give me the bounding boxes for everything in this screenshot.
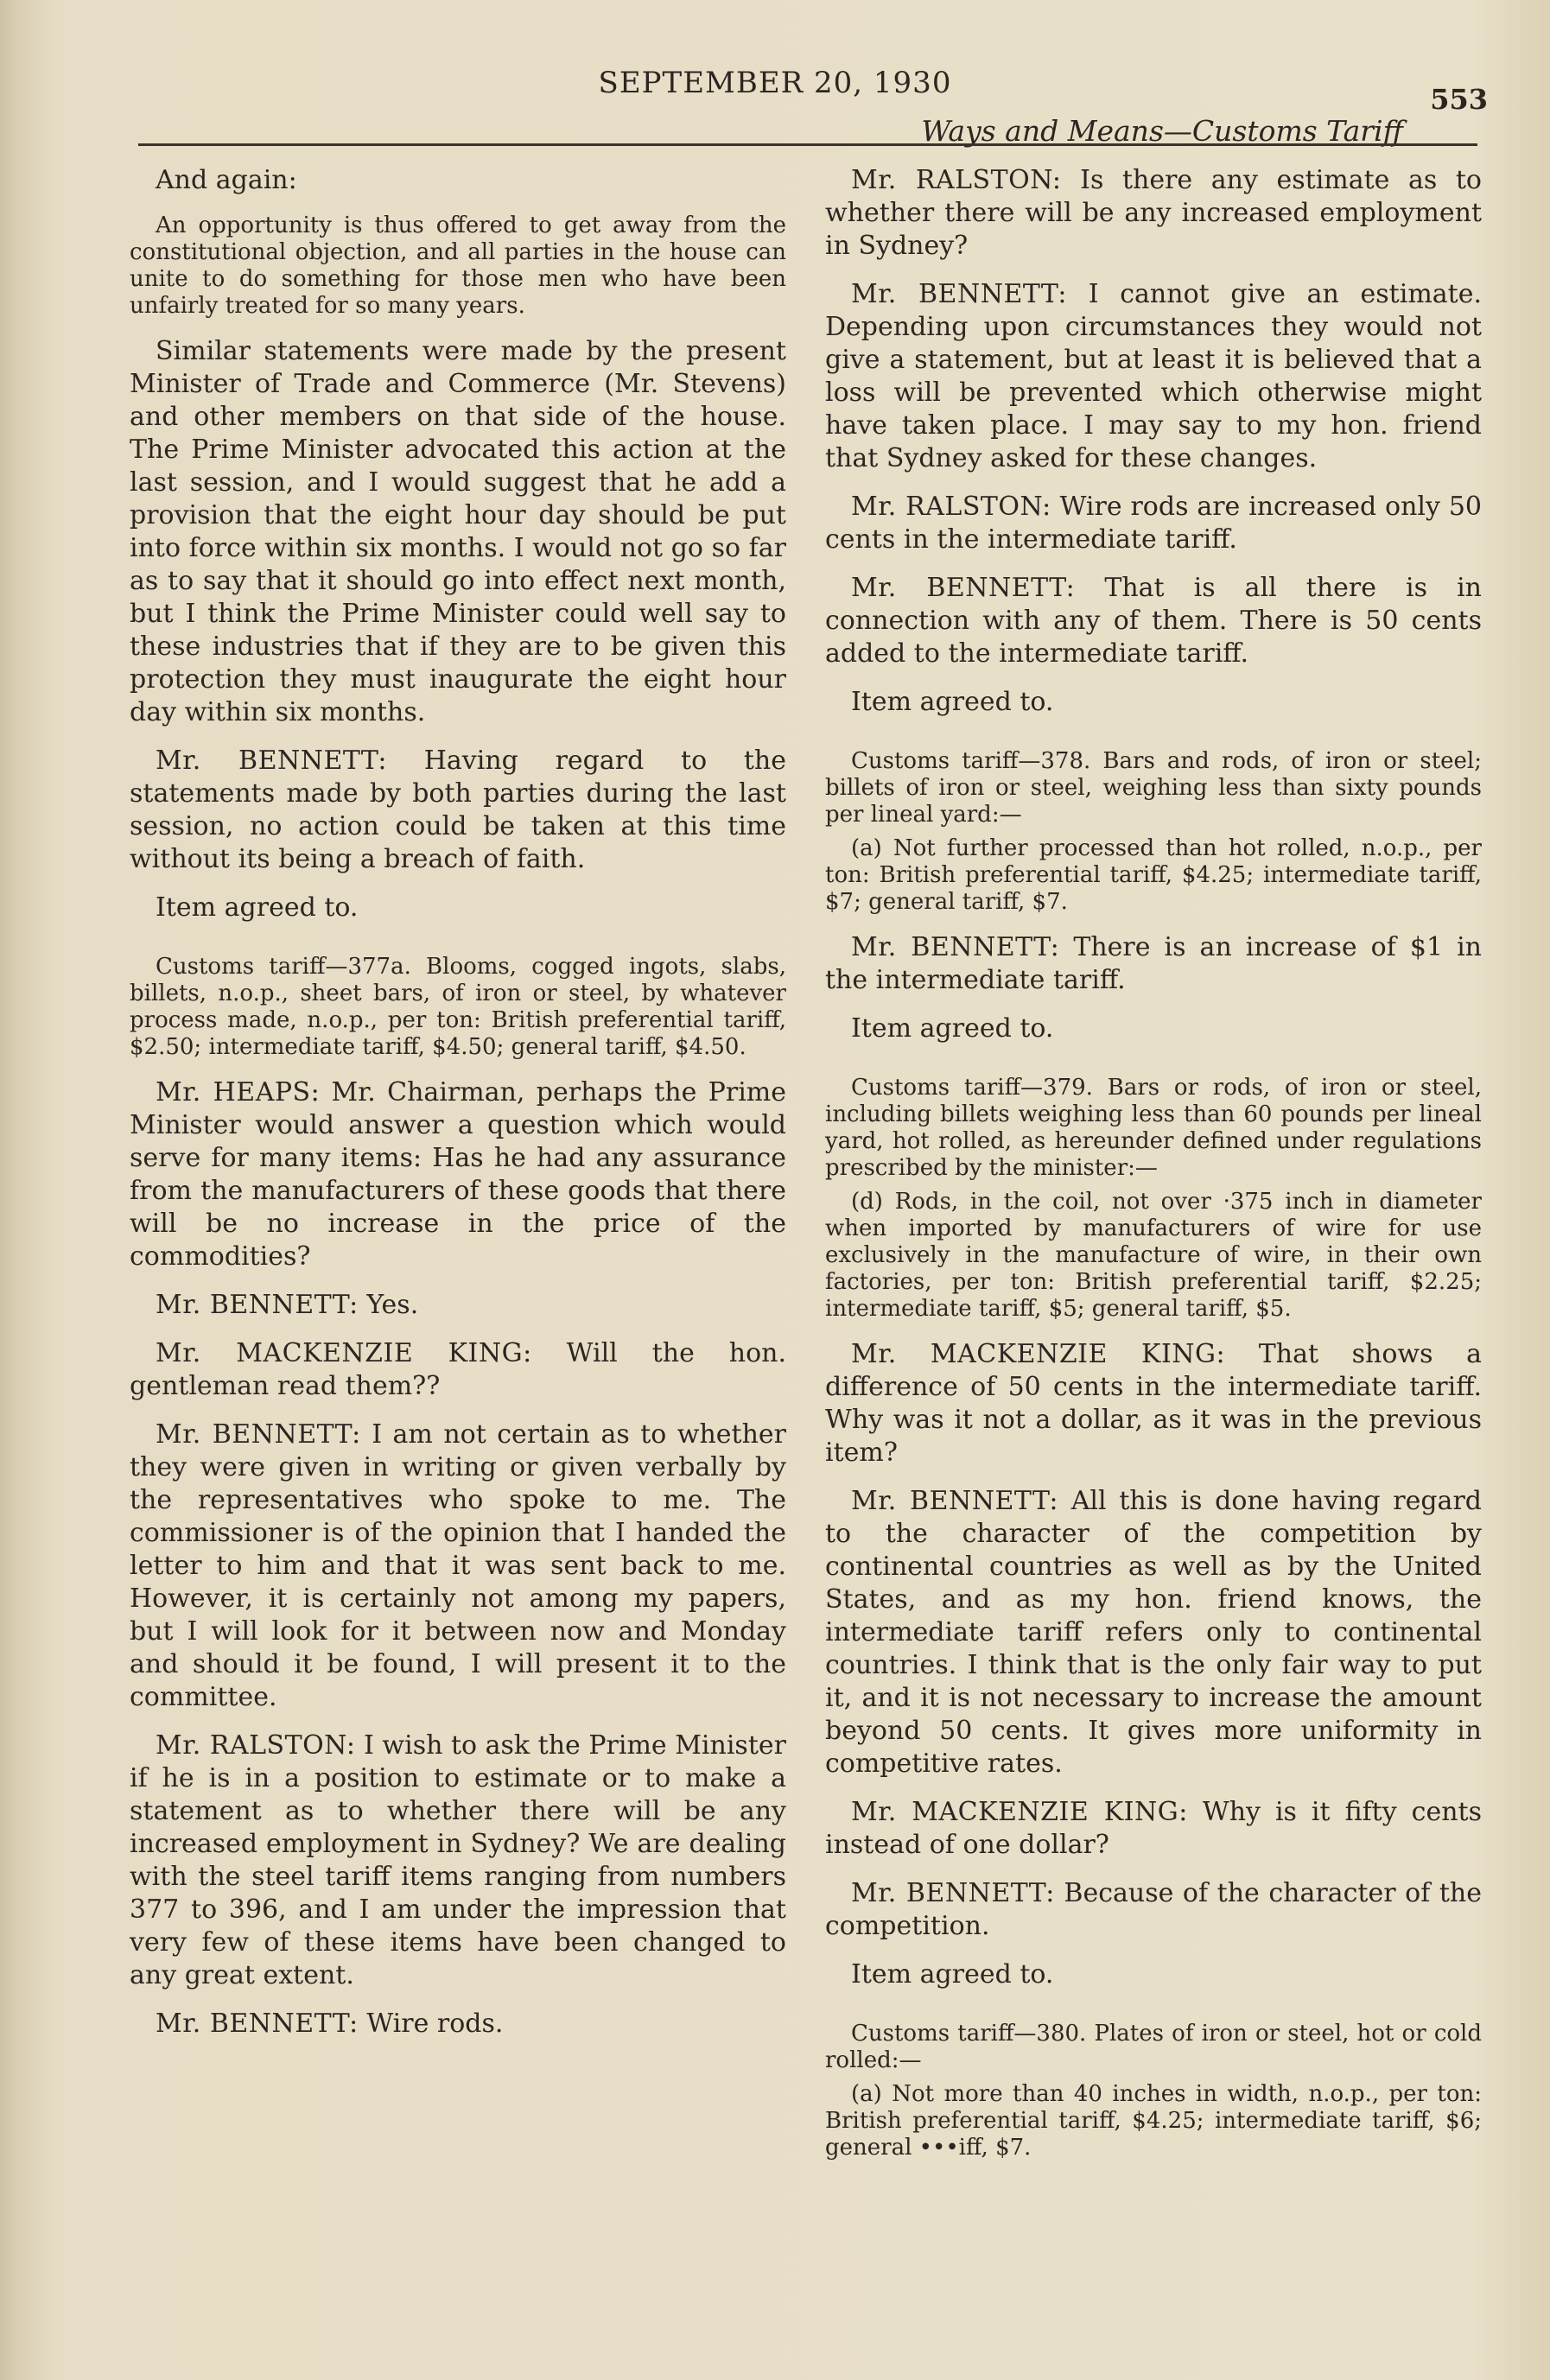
speaker-name: Mr. BENNETT: <box>851 1486 1058 1516</box>
paragraph-text: I am not certain as to whether they were given in writing or given verbally by the representatives who spoke to me. The commissioner is of the opinion that I handed the letter to him and that it was sent back to me. However, it is certainly not among my papers, but I will look for it between now and Monday and should it be found, I will present it to the committee. <box>130 1419 786 1712</box>
speaker-name: Mr. HEAPS: <box>156 1077 321 1107</box>
paragraph-text: All this is done having regard to the character of the competition by continental countries as well as by the United States, and as my hon. friend knows, the intermediate tariff refers only to continental countries. I think that is the only fair way to put it, and it is not necessary to increase the amount beyond 50 cents. It gives more uniformity in competitive rates. <box>825 1486 1482 1779</box>
paragraph-text: Wire rods. <box>366 2009 504 2039</box>
paragraph <box>825 164 1482 263</box>
speaker-name: Mr. MACKENZIE KING: <box>851 1339 1226 1369</box>
left-column <box>130 164 786 2056</box>
section-title: Ways and Means—Customs Tariff <box>921 114 1403 148</box>
paragraph-text: Why is it fifty cents instead of one dollar? <box>825 1797 1482 1860</box>
speaker-name: Mr. BENNETT: <box>851 573 1076 603</box>
speaker-name: Mr. BENNETT: <box>156 1419 361 1450</box>
speaker-name: Mr. BENNETT: <box>156 746 387 776</box>
paragraph-text: (d) Rods, in the coil, not over ·375 inch in diameter when imported by manufacturers of wire for use exclusively in the manufacture of wire, in their own factories, per ton: British preferential tariff, $2.25; intermediate tariff, $5; general tariff, $5. <box>825 1189 1482 1322</box>
paragraph-text: I wish to ask the Prime Minister if he is in a position to estimate or to make a statement as to whether there will be any increased employment in Sydney? We are dealing with the steel tariff items ranging from numbers 377 to 396, and I am under the impression that very few of these items have been changed to any great extent. <box>130 1730 786 1990</box>
paragraph <box>825 931 1482 997</box>
paragraph-text: Item agreed to. <box>851 1013 1054 1044</box>
quoted-paragraph <box>825 1189 1482 1323</box>
quoted-paragraph <box>825 1075 1482 1182</box>
paragraph <box>825 491 1482 556</box>
speaker-name: Mr. BENNETT: <box>851 1878 1055 1908</box>
right-column <box>825 164 1482 2168</box>
speaker-name: Mr. BENNETT: <box>851 932 1060 962</box>
paragraph <box>130 1076 786 1273</box>
paragraph <box>130 1337 786 1403</box>
quoted-paragraph <box>825 2021 1482 2074</box>
speaker-name: Mr. RALSTON: <box>851 492 1051 522</box>
quoted-paragraph <box>825 2081 1482 2161</box>
header-rule <box>138 143 1477 146</box>
paragraph <box>130 1418 786 1714</box>
paragraph-text: That shows a difference of 50 cents in the intermediate tariff. Why was it not a dollar, as it was in the previous item? <box>825 1339 1482 1468</box>
paragraph <box>825 1796 1482 1862</box>
paragraph-text: And again: <box>156 165 297 195</box>
header-date: SEPTEMBER 20, 1930 <box>598 66 952 100</box>
paragraph <box>130 2008 786 2040</box>
speaker-name: Mr. BENNETT: <box>851 279 1067 309</box>
item-agreed-line <box>825 686 1482 719</box>
paragraph <box>825 1338 1482 1469</box>
paragraph <box>825 1877 1482 1943</box>
paragraph-text: Item agreed to. <box>851 1959 1054 1990</box>
paragraph-text: There is an increase of $1 in the intermediate tariff. <box>825 932 1482 995</box>
paragraph <box>825 1485 1482 1780</box>
item-agreed-line <box>825 1012 1482 1045</box>
item-agreed-line <box>130 892 786 924</box>
speaker-name: Mr. MACKENZIE KING: <box>851 1797 1188 1827</box>
quoted-paragraph <box>825 748 1482 828</box>
paragraph-text: Is there any estimate as to whether there will be any increased employment in Sydney? <box>825 165 1482 261</box>
paragraph <box>130 164 786 197</box>
paragraph-text: Will the hon. gentleman read them?? <box>130 1338 786 1401</box>
speaker-name: Mr. RALSTON: <box>156 1730 356 1761</box>
paragraph <box>130 335 786 729</box>
paragraph-text: Customs tariff—379. Bars or rods, of iron or steel, including billets weighing less than 60 pounds per lineal yard, hot rolled, as hereunder defined under regulations prescribed by the minister:— <box>825 1075 1482 1181</box>
paragraph <box>825 278 1482 475</box>
quoted-paragraph <box>130 954 786 1061</box>
paragraph-text: Item agreed to. <box>156 892 359 923</box>
paragraph-text: An opportunity is thus offered to get away from the constitutional objection, and all parties in the house can unite to do something for those men who have been unfairly treated for so many years. <box>130 213 786 319</box>
paragraph <box>130 1729 786 1992</box>
paragraph-text: Customs tariff—380. Plates of iron or steel, hot or cold rolled:— <box>825 2021 1482 2073</box>
paragraph-text: Wire rods are increased only 50 cents in the intermediate tariff. <box>825 492 1482 555</box>
paragraph-text: That is all there is in connection with any of them. There is 50 cents added to the intermediate tariff. <box>825 573 1482 669</box>
paragraph <box>130 1289 786 1322</box>
paragraph <box>825 572 1482 670</box>
speaker-name: Mr. BENNETT: <box>156 1290 359 1320</box>
page-number: 553 <box>1430 83 1488 116</box>
paragraph-text: I cannot give an estimate. Depending upon circumstances they would not give a statement, but at least it is believed that a loss will be prevented which otherwise might have taken place. I may say to my hon. friend that Sydney asked for these changes. <box>825 279 1482 473</box>
speaker-name: Mr. RALSTON: <box>851 165 1062 195</box>
paragraph <box>130 745 786 876</box>
paragraph-text: Yes. <box>366 1290 419 1320</box>
quoted-paragraph <box>825 835 1482 916</box>
paragraph-text: Customs tariff—378. Bars and rods, of iron or steel; billets of iron or steel, weighing less than sixty pounds per lineal yard:— <box>825 748 1482 828</box>
speaker-name: Mr. BENNETT: <box>156 2009 359 2039</box>
paragraph-text: Similar statements were made by the present Minister of Trade and Commerce (Mr. Stevens) and other members on that side of the house. The Prime Minister advocated this action at the last session, and I would suggest that he add a provision that the eight hour day should be put into force within six months. I would not go so far as to say that it should go into effect next month, but I think the Prime Minister could well say to these industries that if they are to be given this protection they must inaugurate the eight hour day within six months. <box>130 336 786 727</box>
quoted-paragraph <box>130 213 786 320</box>
paragraph-text: Having regard to the statements made by both parties during the last session, no action could be taken at this time without its being a breach of faith. <box>130 746 787 874</box>
item-agreed-line <box>825 1958 1482 1991</box>
paragraph-text: Item agreed to. <box>851 687 1054 717</box>
paragraph-text: Customs tariff—377a. Blooms, cogged ingots, slabs, billets, n.o.p., sheet bars, of iron or steel, by whatever process made, n.o.p., per ton: British preferential tariff, $2.50; intermediate tariff, $4.50; general tariff, $4.50. <box>130 954 786 1060</box>
paragraph-text: (a) Not more than 40 inches in width, n.o.p., per ton: British preferential tariff, $4.25; intermediate tariff, $6; general •••iff, $7. <box>825 2081 1482 2161</box>
paragraph-text: (a) Not further processed than hot rolled, n.o.p., per ton: British preferential tariff, $4.25; intermediate tariff, $7; general tariff, $7. <box>825 835 1482 915</box>
paragraph-text: Mr. Chairman, perhaps the Prime Minister would answer a question which would serve for many items: Has he had any assurance from the manufacturers of these goods that there will be no increase in the price of the commodities? <box>130 1077 786 1272</box>
speaker-name: Mr. MACKENZIE KING: <box>156 1338 532 1368</box>
paragraph-text: Because of the character of the competition. <box>825 1878 1482 1941</box>
